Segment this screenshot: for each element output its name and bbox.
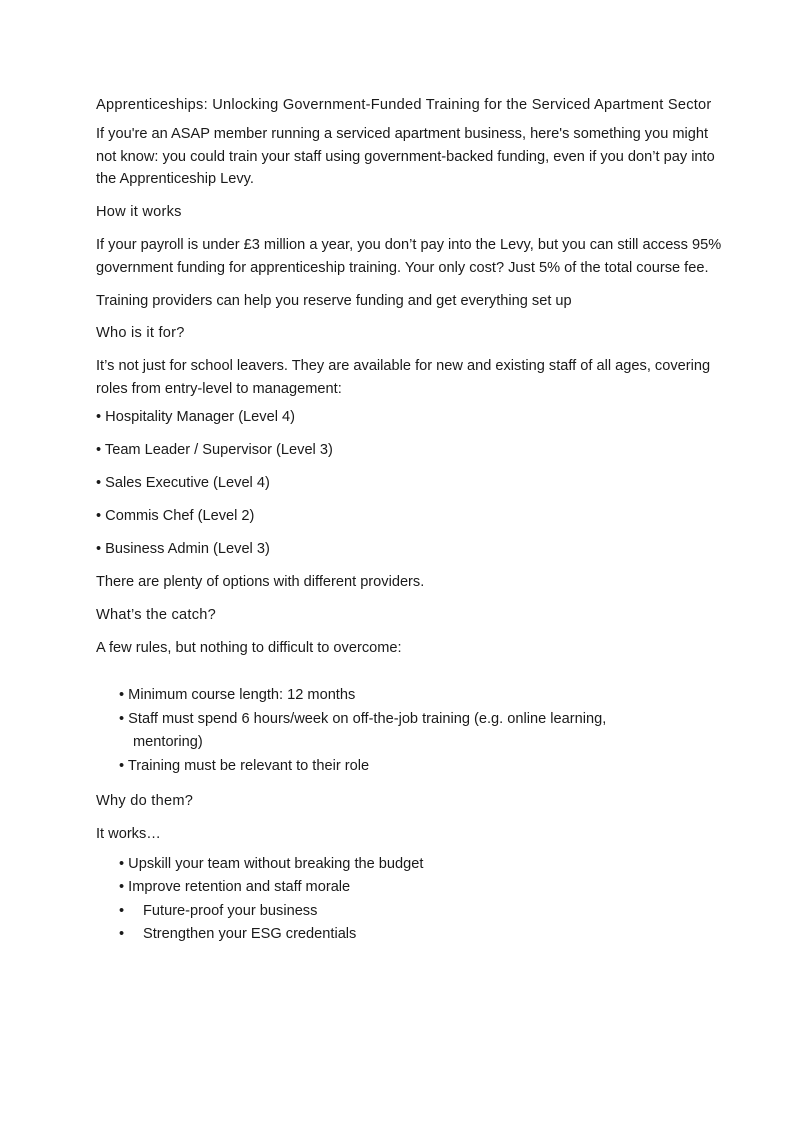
options-paragraph: There are plenty of options with different providers. xyxy=(96,573,425,590)
rules-list xyxy=(96,684,726,778)
benefit-item xyxy=(119,900,726,924)
document-title: Apprenticeships: Unlocking Government-Funded Training for the Serviced Apartment Sector xyxy=(96,97,712,113)
role-item: • Hospitality Manager (Level 4) xyxy=(96,408,295,425)
rule-item: • Training must be relevant to their role xyxy=(119,757,370,774)
benefits-list xyxy=(96,853,726,947)
bullet-mark: • xyxy=(119,926,125,943)
catch-heading: What’s the catch? xyxy=(96,607,216,624)
benefit-item-text: Future-proof your business xyxy=(143,902,318,919)
intro-paragraph: If you're an ASAP member running a serviced apartment business, here's something you might not know: you could train your staff using government-backed funding, even if you don’t pay into the Apprenticeship Levy. xyxy=(96,126,715,188)
rule-item-continuation xyxy=(119,731,726,755)
role-item: • Sales Executive (Level 4) xyxy=(96,474,270,491)
catch-paragraph: A few rules, but nothing to difficult to overcome: xyxy=(96,640,402,657)
rule-item-continuation-text: mentoring) xyxy=(133,734,203,751)
role-item: • Commis Chef (Level 2) xyxy=(96,507,255,524)
how-it-works-paragraph: If your payroll is under £3 million a year, you don’t pay into the Levy, but you can still access 95% government funding for apprenticeship training. Your only cost? Just 5% of the total course fee. xyxy=(96,237,722,276)
document-page xyxy=(96,94,726,947)
who-paragraph: It’s not just for school leavers. They are available for new and existing staff of all ages, covering roles from entry-level to management: xyxy=(96,358,711,397)
role-item: • Business Admin (Level 3) xyxy=(96,540,270,557)
role-item: • Team Leader / Supervisor (Level 3) xyxy=(96,441,333,458)
rule-item: • Minimum course length: 12 months xyxy=(119,687,356,704)
benefit-item: • Improve retention and staff morale xyxy=(119,879,351,896)
providers-paragraph: Training providers can help you reserve funding and get everything set up xyxy=(96,292,572,309)
benefit-item: • Upskill your team without breaking the budget xyxy=(119,855,424,872)
bullet-mark: • xyxy=(119,902,125,919)
benefit-item xyxy=(119,923,726,947)
why-heading: Why do them? xyxy=(96,793,194,810)
why-paragraph: It works… xyxy=(96,826,161,843)
rule-item: • Staff must spend 6 hours/week on off-the-job training (e.g. online learning, xyxy=(119,710,607,727)
how-it-works-heading: How it works xyxy=(96,204,182,221)
benefit-item-text: Strengthen your ESG credentials xyxy=(143,926,357,943)
who-is-it-for-heading: Who is it for? xyxy=(96,325,185,342)
